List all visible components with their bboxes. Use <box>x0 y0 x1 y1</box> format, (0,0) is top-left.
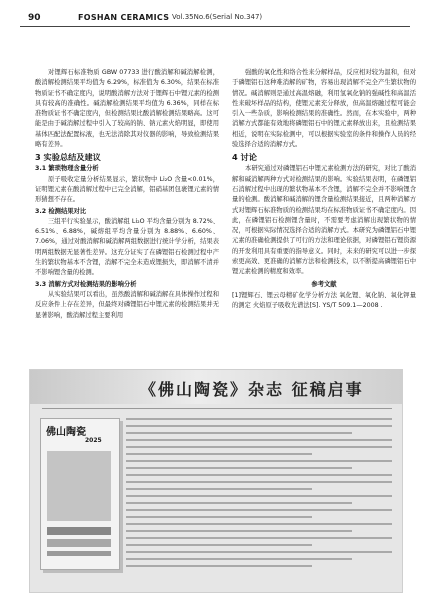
cover-photo <box>47 451 111 521</box>
ad-text-line <box>126 488 312 490</box>
paragraph: 原子吸收定量分析结果显示，繁状物中 Li₂O 含量<0.01%，证明锂元素在酸消解过程中已完全消解，铝硝基团包裹锂元素的情形猜想不存在。 <box>35 175 219 204</box>
subsection-heading: 3.1 繁琐物理含量分析 <box>35 165 99 173</box>
ad-text-line <box>126 467 352 469</box>
ad-text-line <box>126 544 312 546</box>
ad-text-line <box>126 432 352 434</box>
cover-strip <box>47 527 111 535</box>
subsection-heading: 3.3 消解方式对检测结果的影响分析 <box>35 280 137 288</box>
cover-strip <box>47 551 111 556</box>
section-heading: 4 讨论 <box>232 152 257 163</box>
ad-text-line <box>126 446 392 448</box>
ad-text-line <box>126 481 392 483</box>
ad-divider <box>42 408 392 413</box>
volume-info: Vol.35No.6(Serial No.347) <box>172 13 263 21</box>
ad-text-line <box>126 460 392 462</box>
ad-text-line <box>126 474 392 476</box>
ad-banner <box>30 370 402 404</box>
page-number: 90 <box>28 13 41 23</box>
magazine-cover-image <box>40 418 120 570</box>
call-for-papers-ad <box>29 369 403 593</box>
ad-text-line <box>126 565 312 567</box>
paragraph: 三组平行实验显示，酸消解组 Li₂O 平均含量分别为 8.72%、6.51%、6.88%，碱熔组平均含量分别为 8.88%、6.60%、7.06%，通过对酸消解和碱消解两组数据进行统计学分析，结果表明两组数据无显著性差异。这充分证实了在磷锂铝石检测过程中产生的繁状物基本不含锂，消解不完全未造成锂损失，即消解不清并不影响锂含量的检测。 <box>35 217 219 277</box>
ad-title: 《佛山陶瓷》杂志 征稿启事 <box>140 380 364 399</box>
ad-text-line <box>126 439 392 441</box>
ad-fine-print <box>126 418 392 572</box>
ad-text-line <box>126 523 392 525</box>
section-heading: 3 实验总结及建议 <box>35 152 101 163</box>
cover-strip <box>47 539 111 547</box>
paragraph: 对锂辉石标准物质 GBW 07733 进行酸消解和碱消解检测，酸消解检测结果平均值为 6.29%，标准值为 6.30%，结果在标准物质证书不确定度内，说明酸消解方法对于锂辉石中锂元素的检测具有较高的准确性。碱消解检测结果平均值为 6.36%，同样在标准物质证书不确定度内，但检测结果比酸消解检测结果略高。这可能是由于碱消解过程中引入了较高的钠、钠元素火焰明显，即使用基体匹配法配置标液，也无法消除其对仪器的影响，导致检测结果略有差异。 <box>35 69 219 149</box>
ad-text-line <box>126 516 312 518</box>
ad-text-line <box>126 425 392 427</box>
subsection-heading: 3.2 检测结果对比 <box>35 207 87 215</box>
reference-item: [1]锂辉石、锂云母精矿化学分析方法 氧化锂、氧化钠、氧化钾量的测定 火焰原子吸收光谱法[S]. YS/T 509.1—2008 . <box>232 291 416 310</box>
page-header <box>20 10 410 27</box>
ad-text-line <box>126 453 312 455</box>
paragraph: 本研究通过对磷锂铝石中锂元素检测方法的研究，对比了酸消解和碱消解两种方式对检测结果的影响。实验结果表明，在磷锂铝石消解过程中出现的繁状物基本不含锂，消解不完全并不影响锂含量的检测。酸消解和碱消解的锂含量检测结果接近，且两种消解方式对锂辉石标准物质的检测结果均在标准物质证书不确定度内。因此，在磷锂铝石检测锂含量时，不需要考虑消解出现繁状物的情况，可根据实际情况选择合适的消解方式。本研究为磷锂铝石中锂元素的准确检测提供了可行的方法和理论依据，对磷锂铝石锂资源的开发利用具有重要的指导意义。同时，未来的研究可以进一步探索更高效、更准确的消解方法和检测技术，以不断提高磷锂铝石中锂元素检测的精度和效率。 <box>232 165 416 276</box>
right-column <box>232 68 416 312</box>
cover-year: 2025 <box>85 437 102 444</box>
ad-text-line <box>126 551 392 553</box>
cover-title: 佛山陶瓷 <box>46 427 86 438</box>
ad-text-line <box>126 537 392 539</box>
paragraph: 强酸的氧化性和络合性来分解样品，反应相对较为温和，但对于磷锂铝石这种难消解的矿物，容易出现消解不完全产生繁状物的情况。碱消解则是通过高温熔融，利用氢氧化钠的强碱性和高温活性来破坏样品的结构，使锂元素充分释放，但高温熔融过程可能会引入一些杂质，影响检测结果的准确性。然而，在本实验中，两种消解方式都能有效地将磷锂铝石中的锂元素释放出来，且检测结果相近，说明在实际检测中，可以根据实验室的条件和操作人员的经验选择合适的消解方式。 <box>232 69 416 149</box>
ad-text-line <box>126 502 352 504</box>
ad-text-line <box>126 558 352 560</box>
references-heading: 参考文献 <box>311 280 337 288</box>
ad-text-line <box>126 495 392 497</box>
ad-text-line <box>126 530 352 532</box>
journal-name: FOSHAN CERAMICS <box>78 13 170 22</box>
ad-text-line <box>126 509 392 511</box>
ad-text-line <box>126 418 392 420</box>
left-column <box>35 68 219 321</box>
paragraph: 从实验结果可以看出，虽然酸消解和碱消解在具体操作过程和反应条件上存在差异，但最终对磷锂铝石中锂元素的检测结果并无显著影响，酸消解过程主要利用 <box>35 290 219 319</box>
